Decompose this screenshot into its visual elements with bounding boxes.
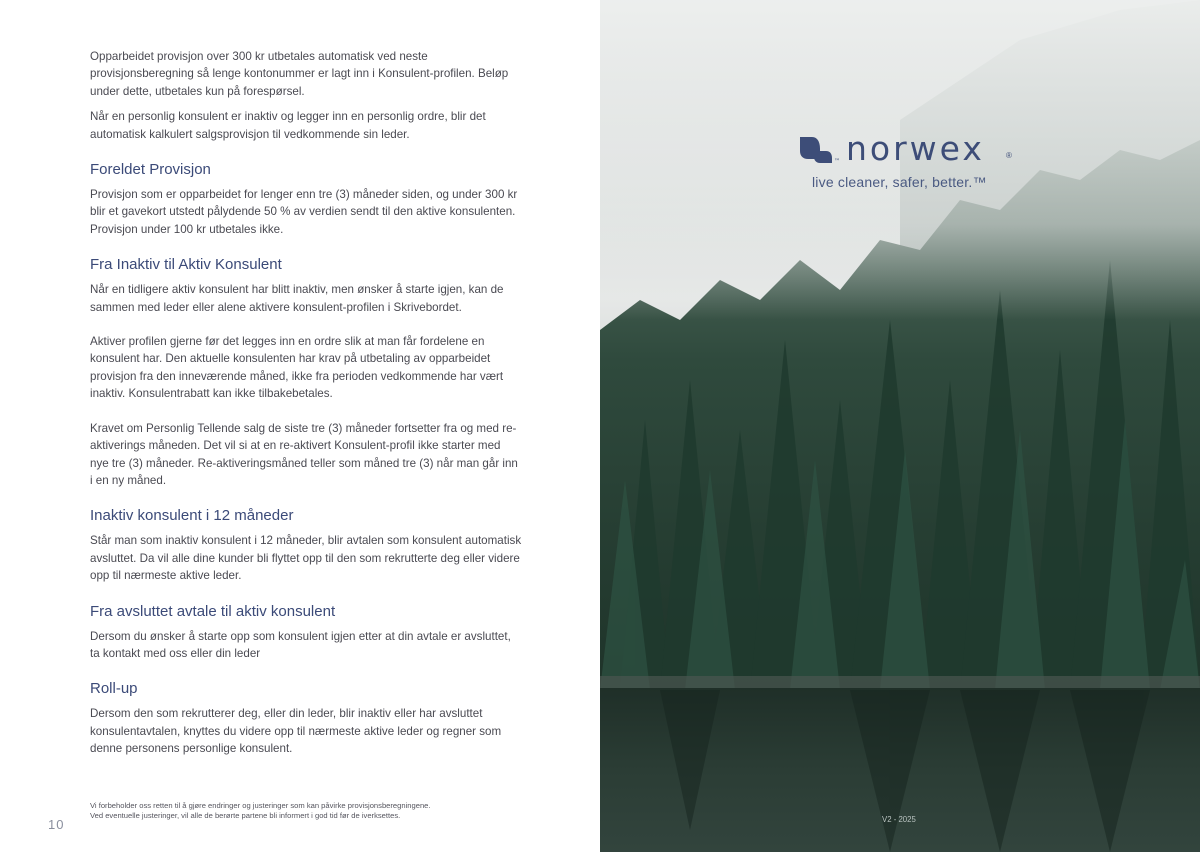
intro-paragraph-1: Opparbeidet provisjon over 300 kr utbetales automatisk ved neste provisjonsberegning så lenge kontonummer er lagt inn i Konsulent-profilen. Beløp under dette, utbetales kun på forespørsel. <box>90 50 509 98</box>
footnote-line-1: Vi forbeholder oss retten til å gjøre endringer og justeringer som kan påvirke provisjonsberegningene. <box>90 801 431 810</box>
section-paragraph: Dersom du ønsker å starte opp som konsulent igjen etter at din avtale er avsluttet, ta kontakt med oss eller din leder <box>90 629 511 660</box>
brand-wordmark: norwex <box>846 129 985 168</box>
norwex-logo <box>798 129 1028 173</box>
norwex-leaf-icon <box>798 135 844 167</box>
section-heading-inaktiv-12-maneder: Inaktiv konsulent i 12 måneder <box>90 507 294 525</box>
right-page-forest-photo <box>600 0 1200 852</box>
version-label: V2 - 2025 <box>882 815 916 824</box>
section-heading-fra-avsluttet-avtale: Fra avsluttet avtale til aktiv konsulent <box>90 602 336 620</box>
section-paragraph: Står man som inaktiv konsulent i 12 måneder, blir avtalen som konsulent automatisk avsluttet. Da vil alle dine kunder bli flyttet opp til den som rekrutterte deg eller videre opp til nærmeste aktive leder. <box>90 534 522 583</box>
footnote-line-2: Ved eventuelle justeringer, vil alle de berørte partene bli informert i god tid før de iverksettes. <box>90 811 401 820</box>
footnote <box>90 801 530 821</box>
page-number: 10 <box>48 817 65 832</box>
brand-tagline: live cleaner, safer, better.™ <box>812 174 987 190</box>
section-paragraph: Når en tidligere aktiv konsulent har blitt inaktiv, men ønsker å starte igjen, kan de sammen med leder eller alene aktivere konsulent-profilen i Skrivebordet. <box>90 283 504 314</box>
forest-lake-image <box>600 0 1200 852</box>
intro-paragraph-2: Når en personlig konsulent er inaktiv og legger inn en personlig ordre, blir det automatisk kalkulert salgsprovisjon til vedkommende sin leder. <box>90 110 486 141</box>
registered-mark: ® <box>1006 151 1012 160</box>
section-paragraph: Dersom den som rekrutterer deg, eller din leder, blir inaktiv eller har avsluttet konsulentavtalen, knyttes du videre opp til nærmeste aktive leder og regner som denne personens personlige konsulent. <box>90 707 502 756</box>
section-heading-fra-inaktiv-til-aktiv: Fra Inaktiv til Aktiv Konsulent <box>90 256 282 274</box>
section-paragraph: Provisjon som er opparbeidet for lenger enn tre (3) måneder siden, og under 300 kr blir et gavekort utstedt pålydende 50 % av verdien sendt til den aktive konsulenten. Provisjon under 100 kr utbetales ikke. <box>90 188 518 236</box>
section-paragraph: Aktiver profilen gjerne før det legges inn en ordre slik at man får fordelene en konsulent har. Den aktuelle konsulenten har krav på utbetaling av opparbeidet provisjon fra den inneværende måned, ikke fra perioden vedkommende har vært inaktiv. Konsulentrabatt kan ikke tilbakebetales. <box>90 335 504 401</box>
section-heading-foreldet-provisjon: Foreldet Provisjon <box>90 161 211 179</box>
section-heading-roll-up: Roll-up <box>90 680 138 698</box>
section-paragraph: Kravet om Personlig Tellende salg de siste tre (3) måneder fortsetter fra og med re-aktiverings måneden. Det vil si at en re-aktivert Konsulent-profil ikke starter med nye tre (3) måneder. Re-aktiveringsmåned teller som måned tre (3) når man går inn i en ny måned. <box>90 421 518 487</box>
trademark-mark: ™ <box>834 158 840 165</box>
text-column <box>90 48 522 766</box>
